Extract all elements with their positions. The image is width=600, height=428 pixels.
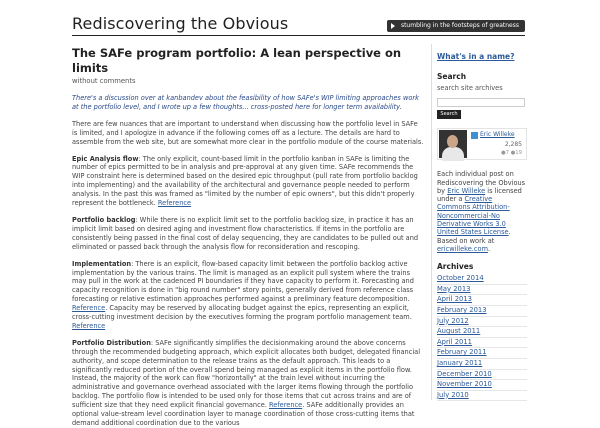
archive-item bbox=[437, 327, 527, 338]
archive-item bbox=[437, 317, 527, 328]
badge-user-name[interactable]: Eric Willeke bbox=[480, 131, 515, 139]
post-title[interactable]: The SAFe program portfolio: A lean perspective on limits bbox=[72, 46, 402, 75]
archive-link[interactable]: February 2013 bbox=[437, 306, 487, 315]
epic-analysis-label: Epic Analysis flow bbox=[72, 154, 139, 163]
archive-item bbox=[437, 338, 527, 349]
archives-heading: Archives bbox=[437, 262, 474, 272]
search-button[interactable]: Search bbox=[437, 110, 461, 119]
post-paragraph: There are few nuances that are important to understand when discussing how the portfolio level in SAFe is limited, and I apologize in advance if the following comes off as a lecture. The details are hard to assemble from the web site, but are somewhat more clear in the portfolio module of the course materials. bbox=[72, 119, 424, 146]
archive-item bbox=[437, 306, 527, 317]
archive-link[interactable]: July 2012 bbox=[437, 316, 469, 325]
archive-item bbox=[437, 359, 527, 370]
implementation-reference-link[interactable]: Reference bbox=[72, 304, 106, 313]
archive-item bbox=[437, 295, 527, 306]
archive-link[interactable]: February 2011 bbox=[437, 348, 487, 357]
archive-link[interactable]: April 2013 bbox=[437, 295, 472, 304]
portfolio-backlog-label: Portfolio backlog bbox=[72, 215, 136, 224]
archive-item bbox=[437, 370, 527, 381]
license-notice: Each individual post on Rediscovering the Obvious by Eric Willeke is licensed under a Creative Commons Attribution-Noncommercial-No Derivative Works 3.0 United States License. Based on work at ericwilleke.com. bbox=[437, 170, 526, 253]
badge-reputation: 2,285 bbox=[504, 141, 522, 149]
badge-counts: ●7 ●19 bbox=[500, 150, 522, 157]
archive-item bbox=[437, 285, 527, 296]
archive-link[interactable]: August 2011 bbox=[437, 327, 481, 336]
stack-exchange-icon bbox=[471, 132, 478, 139]
tagline-text: stumbling in the footsteps of greatness bbox=[400, 22, 519, 29]
implementation-reference-link-2[interactable]: Reference bbox=[72, 321, 106, 330]
archive-link[interactable]: April 2011 bbox=[437, 337, 472, 346]
search-heading: Search bbox=[437, 72, 467, 81]
profile-badge[interactable] bbox=[437, 128, 527, 160]
implementation-label: Implementation bbox=[72, 259, 132, 268]
header-divider bbox=[72, 35, 525, 36]
archive-link[interactable]: May 2013 bbox=[437, 284, 471, 293]
search-hint: search site archives bbox=[437, 84, 503, 92]
post-intro: There's a discussion over at kanbandev about the feasibility of how SAFe's WIP limiting approaches work at the portfolio level, and I wrote up a few thoughts... cross-posted here for longer term availability. bbox=[72, 94, 419, 111]
archive-link[interactable]: October 2014 bbox=[437, 274, 484, 283]
post-content bbox=[72, 44, 424, 427]
avatar bbox=[439, 130, 467, 158]
epic-reference-link[interactable]: Reference bbox=[157, 199, 192, 208]
archive-link[interactable]: January 2011 bbox=[437, 359, 483, 368]
tagline-badge bbox=[387, 20, 525, 32]
archive-link[interactable]: November 2010 bbox=[437, 380, 492, 389]
portfolio-backlog-paragraph: Portfolio backlog: While there is no explicit limit set to the portfolio backlog size, in practice it has an implicit limit based on desired aging and investment flow characteristics. If items in the portfolio are consistently being passed in the final cost of delay sequencing, they are candidates to be pulled out and eliminated or passed back through the analysis flow for reconsideration and rescoping. bbox=[72, 215, 419, 251]
implementation-paragraph: Implementation: There is an explicit, flow-based capacity limit between the portfolio backlog active implementation by the various trains. The limit is managed as an explicit pull system where the trains may pull in the work at the cadenced PI boundaries if they have capacity to perform it. Forecasting and capacity recognition is done in "big round number" story points, generally derived from reference class forecasting or relative estimation approaches performed against a preliminary feature decomposition. Reference. Capacity may be reserved by allocating budget against the epics, representing an explicit, cross-cutting investment decision by the executives forming the program portfolio management team. Reference bbox=[72, 259, 414, 330]
whats-in-a-name-link[interactable]: What's in a name? bbox=[437, 52, 515, 61]
archive-item bbox=[437, 348, 527, 359]
search-input[interactable] bbox=[437, 98, 525, 107]
epic-analysis-paragraph: Epic Analysis flow: The only explicit, count-based limit in the portfolio kanban in SAFe is limiting the number of epics permitted to be in analysis and pre-approval at any given time. SAFe recommends the WIP constraint here is determined based on the desired epic throughput (pull rate from portfolio backlog into implementing) and the availability of the architectural and governance people needed to perform analysis. In the past this was framed as "limited by the number of epic owners", but this didn't properly represent the bottleneck. Reference bbox=[72, 154, 418, 208]
portfolio-distribution-paragraph: Portfolio Distribution: SAFe significantly simplifies the decisionmaking around the above concerns through the recommended budgeting approach, which explicit allocates both budget, delegated financial authority, and scope determination to the release trains as the default approach. This leads to a significantly reduced portion of the overall spend being managed as explicit items in the portfolio flow. Instead, the majority of the work can flow "horizontally" at the train level without incurring the administrative and governance overhead associated with the larger items flowing through the portfolio backlog. The portfolio flow is intended to be used only for those items that cut across trains and are of sufficient size that they need explicit financial governance. Reference. SAFe additionally provides an optional value-stream level coordination layer to manage coordination of those cross-cutting items that demand additional coordination due to the various bbox=[72, 338, 421, 427]
distribution-reference-link[interactable]: Reference bbox=[269, 401, 303, 410]
sidebar bbox=[437, 52, 527, 401]
site-header bbox=[0, 0, 600, 44]
archive-item bbox=[437, 274, 527, 285]
portfolio-distribution-label: Portfolio Distribution bbox=[72, 338, 151, 347]
archive-list bbox=[437, 274, 527, 401]
archive-item bbox=[437, 380, 527, 391]
author-link[interactable]: Eric Willeke bbox=[447, 186, 486, 195]
site-link[interactable]: ericwilleke.com bbox=[437, 244, 488, 253]
archive-item bbox=[437, 391, 527, 402]
creative-commons-link[interactable]: Creative Commons Attribution-Noncommercial-No Derivative Works 3.0 United States License bbox=[437, 195, 510, 237]
post-comments-link[interactable]: without comments bbox=[72, 77, 136, 85]
archive-link[interactable]: July 2010 bbox=[437, 390, 469, 399]
sidebar-divider bbox=[431, 44, 432, 400]
site-title[interactable]: Rediscovering the Obvious bbox=[72, 14, 289, 33]
archive-link[interactable]: December 2010 bbox=[437, 369, 492, 378]
tagline-arrow-icon bbox=[391, 23, 395, 29]
